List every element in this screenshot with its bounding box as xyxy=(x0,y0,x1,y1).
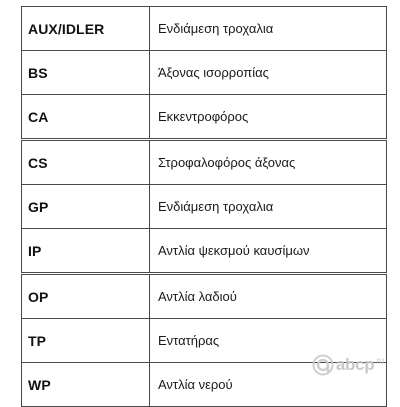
description-cell: Εκκεντροφόρος xyxy=(150,95,387,140)
table-row xyxy=(22,274,387,319)
description-cell: Ενδιάμεση τροχαλια xyxy=(150,7,387,51)
code-cell: OP xyxy=(22,274,150,319)
description-cell: Ενδιάμεση τροχαλια xyxy=(150,185,387,229)
table-row xyxy=(22,7,387,51)
description-cell: Εντατήρας xyxy=(150,319,387,363)
table-row xyxy=(22,140,387,185)
description-cell: Στροφαλοφόρος άξονας xyxy=(150,140,387,185)
watermark-suffix: .ru xyxy=(374,355,384,366)
table-row xyxy=(22,319,387,363)
table-row xyxy=(22,51,387,95)
watermark-brand: abcp xyxy=(335,355,375,374)
code-cell: AUX/IDLER xyxy=(22,7,150,51)
abbreviations-table xyxy=(21,6,387,407)
code-cell: TP xyxy=(22,319,150,363)
table-row xyxy=(22,95,387,140)
code-cell: CA xyxy=(22,95,150,140)
description-cell: Άξονας ισορροπίας xyxy=(150,51,387,95)
description-cell: Αντλία νερού xyxy=(150,363,387,407)
code-cell: GP xyxy=(22,185,150,229)
code-cell: IP xyxy=(22,229,150,274)
code-cell: CS xyxy=(22,140,150,185)
description-cell: Αντλία ψεκσμού καυσίμων xyxy=(150,229,387,274)
code-cell: BS xyxy=(22,51,150,95)
table-row xyxy=(22,185,387,229)
code-cell: WP xyxy=(22,363,150,407)
table-row xyxy=(22,229,387,274)
description-cell: Αντλία λαδιού xyxy=(150,274,387,319)
